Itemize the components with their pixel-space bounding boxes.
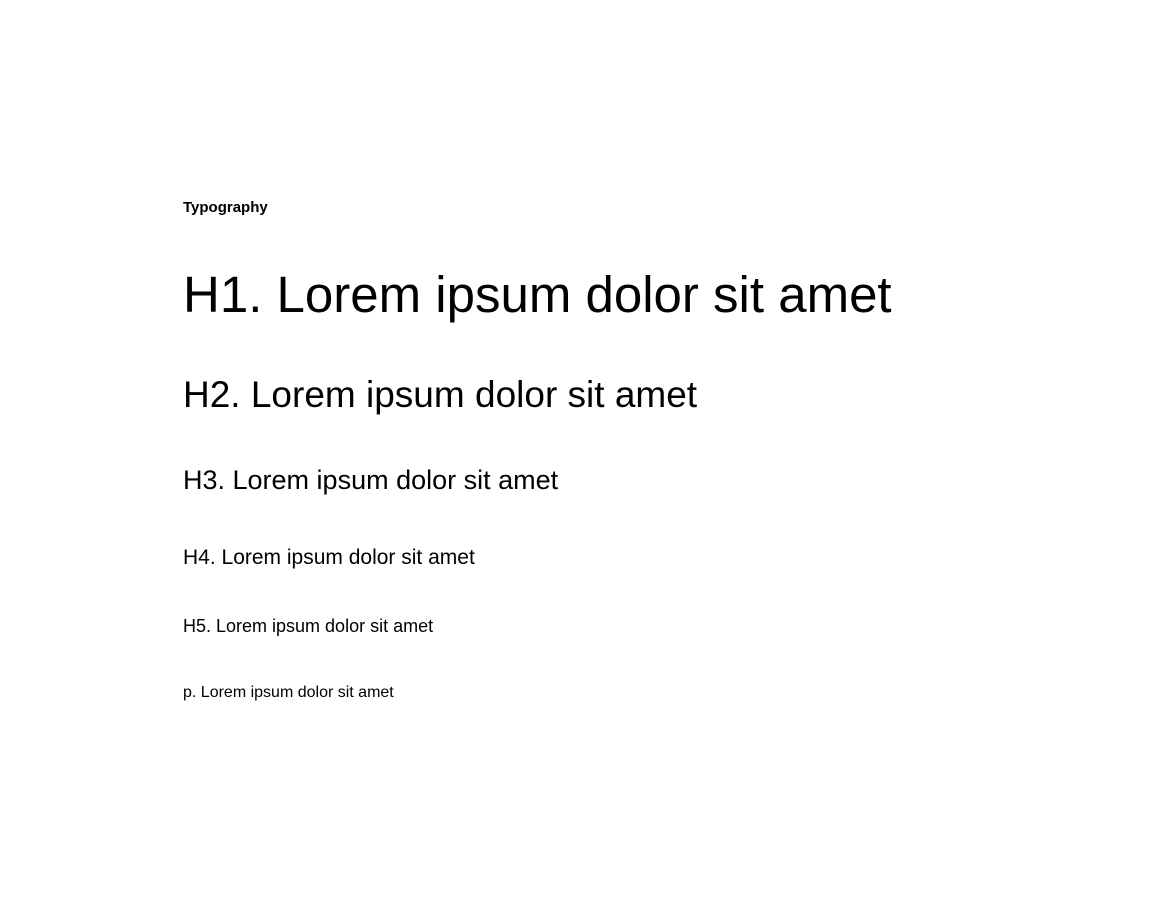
heading-3-sample: H3. Lorem ipsum dolor sit amet [183, 465, 559, 495]
heading-2-sample: H2. Lorem ipsum dolor sit amet [183, 374, 698, 415]
section-title: Typography [183, 199, 268, 216]
typography-showcase [183, 0, 1083, 899]
paragraph-sample: p. Lorem ipsum dolor sit amet [183, 684, 394, 701]
heading-4-sample: H4. Lorem ipsum dolor sit amet [183, 546, 475, 569]
heading-1-sample: H1. Lorem ipsum dolor sit amet [183, 266, 892, 323]
heading-5-sample: H5. Lorem ipsum dolor sit amet [183, 616, 434, 636]
